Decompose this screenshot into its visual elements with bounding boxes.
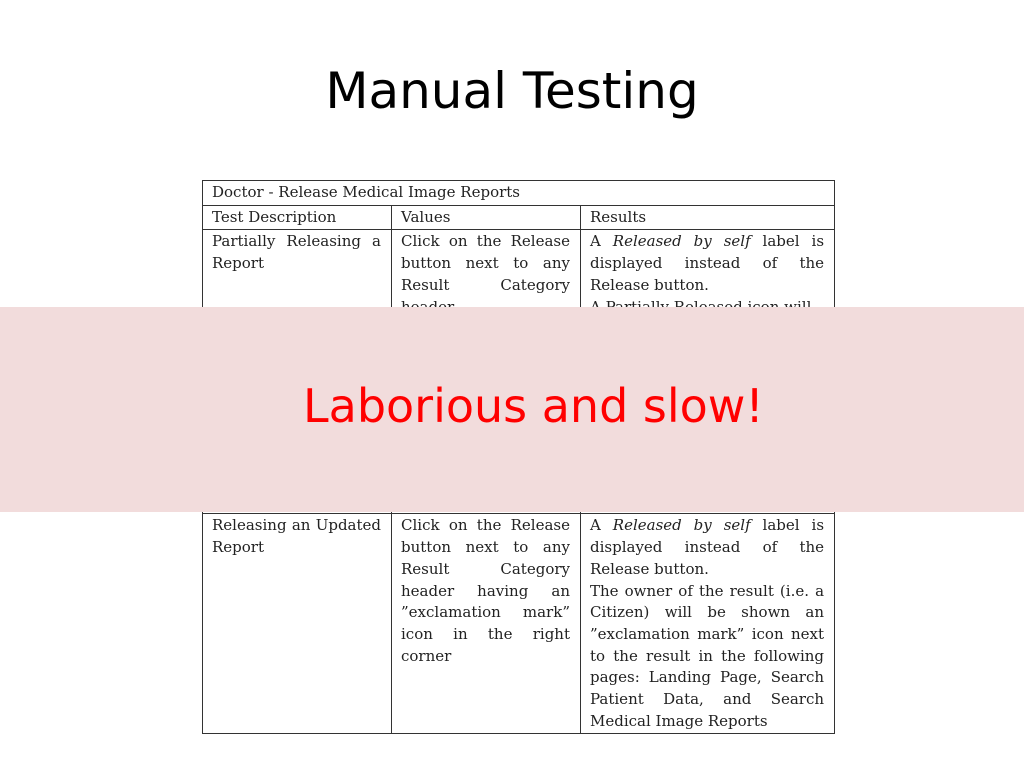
callout-text: Laborious and slow! bbox=[303, 379, 764, 433]
results-italic-label: Released by self bbox=[612, 232, 751, 251]
table-caption-row bbox=[203, 181, 835, 206]
test-description-cell: Partially Releasing a Report bbox=[203, 230, 392, 514]
results-text: label is displayed instead of the Release button. bbox=[590, 232, 825, 294]
callout-banner bbox=[0, 307, 1024, 512]
results-text: label is displayed instead of the Release button. bbox=[590, 516, 825, 578]
results-text: A bbox=[590, 232, 613, 251]
results-cell bbox=[581, 514, 835, 734]
column-header-results: Results bbox=[581, 205, 835, 230]
results-text: The owner of the result (i.e. a Citizen) will be shown an ”exclamation mark” icon next to the result in the following pages: Landing Page, Search Patient Data, and Search Medical Image Reports bbox=[590, 581, 825, 730]
table-header-row bbox=[203, 205, 835, 230]
values-cell: Click on the Release button next to any Result Category bbox=[392, 230, 581, 514]
slide-title: Manual Testing bbox=[325, 62, 699, 120]
results-text: A bbox=[590, 516, 613, 535]
column-header-values: Values bbox=[392, 205, 581, 230]
results-italic-label: Released by self bbox=[612, 516, 751, 535]
table-row bbox=[203, 514, 835, 734]
table-caption: Doctor - Release Medical Image Reports bbox=[203, 181, 835, 206]
test-description-cell: Releasing an Updated Report bbox=[203, 514, 392, 734]
values-cell: Click on the Release button next to any Result Category header having an ”exclamation mark” icon in the right corner bbox=[392, 514, 581, 734]
column-header-test-description: Test Description bbox=[203, 205, 392, 230]
